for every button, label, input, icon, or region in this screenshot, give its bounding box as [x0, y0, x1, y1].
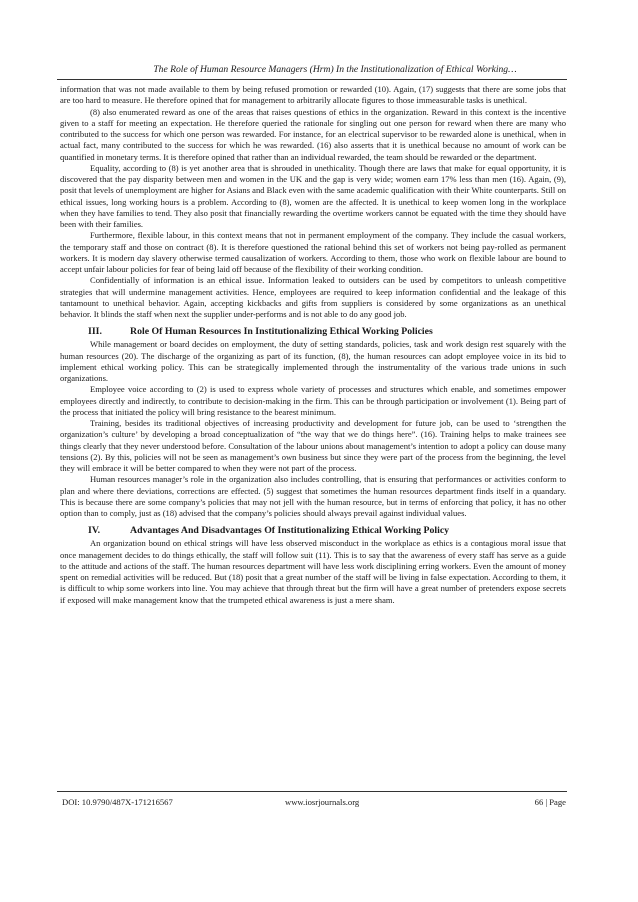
running-header: The Role of Human Resource Managers (Hrm) In the Institutionalization of Ethical Working…: [153, 64, 517, 75]
section-heading-4: [88, 525, 566, 537]
section-heading-3: [88, 326, 566, 338]
section-title: Role Of Human Resources In Institutionalizing Ethical Working Policies: [130, 326, 433, 338]
paragraph: Employee voice according to (2) is used to express whole variety of processes and structures which enable, and sometimes empower employees directly and indirectly, to contribute to decision-making in the firm. This can be through participation or involvement (1). Being part of the process that initiated the policy will bring resistance to the bearest minimum.: [60, 384, 566, 417]
header-rule: [57, 79, 567, 80]
footer-page-number: 66 | Page: [534, 797, 566, 807]
paragraph: While management or board decides on employment, the duty of setting standards, policies, task and work design rest squarely with the human resources (20). The discharge of the organizing as part of its function, (8), the human resources can adopt employee voice in its bid to implement ethical working policy. This can be strategically implemented through the instrumentality of the various trade unions in such organizations.: [60, 339, 566, 383]
section-number: IV.: [88, 525, 101, 537]
paragraph: An organization bound on ethical strings will have less observed misconduct in the workplace as ethics is a contagious moral issue that once management decides to do things ethically, the staff will follow suit (11). This is to say that the awareness of every staff has serve as a guide to the attitude and actions of the staff. The human resources department will have less work disciplining erring workers. Even the amount of money spent on remedial activities will be reduced. But (18) posit that a great number of the staff will be living in false expectation. According to them, it is difficult to whip some workers into line. You may achieve that through threat but the firm will have a great number of pretenders expose secrets if exposed will make management know that the trumpeted ethical awareness is just a mere sham.: [60, 538, 566, 605]
paragraph-continued: information that was not made available to them by being refused promotion or rewarded (10). Again, (17) suggests that there are some jobs that are too hard to measure. He therefore opined that for management to arbitrarily allocate figures to those immeasurable tasks is unethical.: [60, 84, 566, 106]
footer-rule: [57, 791, 567, 792]
paragraph-confidentiality: Confidentially of information is an ethical issue. Information leaked to outsiders can be used by competitors to unleash competitive strategies that will undermine management activities. Hence, employees are required to keep information confidential and the leakage of this tantamount to unethical behavior. Again, accepting kickbacks and gifts from suppliers is considered by some organizations as an unethical behavior. It blinds the staff when next the supplier under-performs and is not able to do any good job.: [60, 275, 566, 319]
article-body: [60, 84, 566, 606]
paragraph-reward: (8) also enumerated reward as one of the areas that raises questions of ethics in the organization. Reward in this context is the incentive given to a staff for meeting an expectation. He therefore queried the rationale for singling out one person for reward when there are many who contributed to the success for which one person was rewarded. For instance, for an electrical supervisor to be rewarded alone is unethical, when in actual fact, many contributed to the success for which he was rewarded. (16) also asserts that it is unethical because no amount of work can be quantified in monetary terms. It is therefore opined that rather than an individual rewarded, the team should be rewarded or the department.: [60, 106, 566, 162]
section-title: Advantages And Disadvantages Of Institutionalizing Ethical Working Policy: [130, 525, 450, 537]
footer-doi: DOI: 10.9790/487X-171216567: [62, 797, 173, 807]
paragraph: Human resources manager’s role in the organization also includes controlling, that is ensuring that performances or activities conform to plan and where there deviations, corrections are effected. (5) suggest that sometimes the human resources department finds itself in a quandary. This is because there are some company’s policies that may not jell with the human resource, but in terms of enforcing that policy, it has no other option than to comply, just as (18) advised that the company’s policies should always prevail against individual values.: [60, 474, 566, 518]
paragraph-equality: Equality, according to (8) is yet another area that is shrouded in unethicality. Though there are laws that make for equal opportunity, it is discovered that the pay disparity between men and women in the UK and the gap is very wide; women earn 17% less than men (16). Again, (9), posit that levels of unemployment are higher for Asians and Black even with the same academic qualification with their White counterparts. Still on ethical issues, long working hours is a problem. According to (8), women are the affected. It is unethical to keep women long in the workplace when they have families to tend. They also posit that financially rewarding the overtime workers cannot be equated with the time they should have been with their families.: [60, 162, 566, 229]
paragraph-flexible-labour: Furthermore, flexible labour, in this context means that not in permanent employment of the company. They include the casual workers, the temporary staff and those on contract (8). It is therefore questioned the rational behind this set of workers not being pay-rolled as permanent workers. It is modern day slavery otherwise termed causalization of workers. According to them, those who work on flexible labour are bound to accept unfair labour policies for fear of being laid off because of the flexibility of their working condition.: [60, 230, 566, 274]
section-number: III.: [88, 326, 102, 338]
footer-journal-url: www.iosrjournals.org: [285, 797, 360, 807]
paragraph: Training, besides its traditional objectives of increasing productivity and development for future job, can be used to ‘strengthen the organization’s culture’ by developing a broad conceptualization of “the way that we do things here”. (16). Training helps to make trainees see things clearly that they never understood before. Consultation of the labour unions about management’s intention to adopt a policy can douse many tensions (2). By this, policies will not be seen as management’s own business but since they were part of the process from the beginning, the level they will embrace it will be better compared to when they were not part of the process.: [60, 418, 566, 473]
